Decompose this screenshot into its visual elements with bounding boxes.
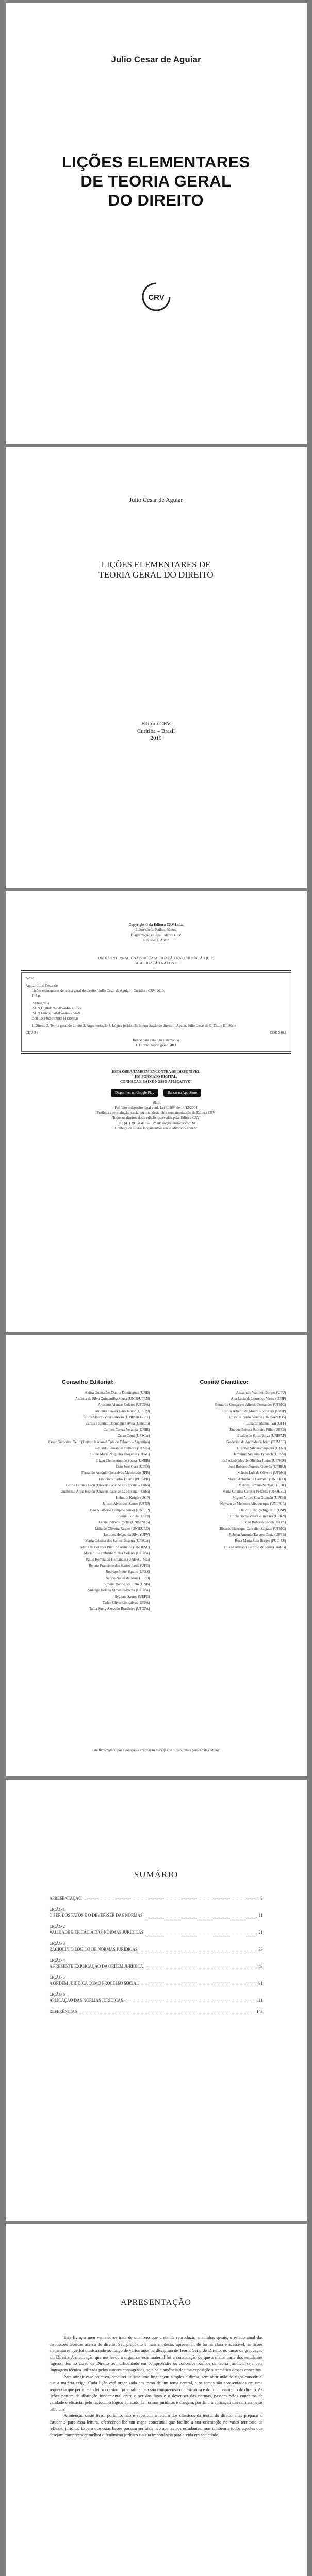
council-member: Tania Suely Azevedo Brasileiro (UFOPA) <box>89 1607 150 1611</box>
toc-chapter-label: LIÇÃO 4 <box>49 1958 65 1963</box>
cover-title-line: DE TEORIA GERAL <box>80 172 232 190</box>
cip-author: Aguiar, Julio Cesar de <box>25 984 58 988</box>
council-member: Rodrigo Pratte-Santos (UFES) <box>105 1570 150 1574</box>
council-member: Robson Antonio Tavares Costa (UFPB) <box>228 1533 286 1537</box>
council-member: Eduardo Fernandes Barbosa (UFMG) <box>95 1446 150 1450</box>
cip-biblio: Bibliografia <box>31 1001 50 1005</box>
council-member: Cesar Gerónimo Tello (Univer. Nacional Três de Febrero – Argentina) <box>48 1440 150 1444</box>
divider <box>21 1053 291 1054</box>
title-line: TEORIA GERAL DO DIREITO <box>98 570 214 580</box>
council-member: Frederico de Andrade Gabrich (FUMEC) <box>226 1440 286 1444</box>
publication-year: 2019 <box>150 735 162 741</box>
council-member: Sérgio Nunes de Jesus (IFRO) <box>106 1576 150 1580</box>
toc-entry[interactable] <box>50 1895 263 1901</box>
toc-chapter-label: LIÇÃO 5 <box>49 1975 65 1980</box>
layout-line: Diagramação e Capa: Editora CRV <box>130 933 182 937</box>
council-member: Jerônimo Siqueira Tybusch (UFSM) <box>233 1452 286 1456</box>
council-member: Thiago Allisson Cardoso de Jesus (UNDB) <box>223 1545 286 1549</box>
toc-entry-page: 21 <box>258 1930 263 1935</box>
toc-chapter-label: LIÇÃO 2 <box>49 1924 65 1929</box>
presentation-body <box>50 2334 263 2438</box>
digital-notice-line: ESTA OBRA TAMBÉM ENCONTRA-SE DISPONÍVEL <box>112 1070 200 1074</box>
reproduction-notice: Proibida a reprodução parcial ou total desta obra sem autorização da Editora CRV <box>96 1111 216 1115</box>
council-member: Guillermo Arias Beatón (Universidade de La Havana – Cuba) <box>60 1489 150 1494</box>
publisher-logo-text: CRV <box>147 293 165 302</box>
presentation-page <box>6 2224 307 2576</box>
table-of-contents <box>50 1895 263 2020</box>
copyright-block <box>21 922 291 943</box>
scientific-committee-title: Comitê Científico: <box>200 1379 249 1385</box>
publisher-name: Editora CRV <box>141 721 171 727</box>
council-member: Celso Conti (UFSCar) <box>117 1434 150 1438</box>
council-member: Fernando Antônio Gonçalves Alcoforado (IPB) <box>81 1471 150 1475</box>
summary-title-text: SUMÁRIO <box>134 1870 178 1879</box>
council-member: Marco Antonio de Carvalho (UNIFIEO) <box>227 1477 286 1481</box>
toc-entry-page: 143 <box>256 2009 263 2014</box>
cip-card <box>21 972 291 1052</box>
peer-review-note: Este livro passou por avaliação e aprovação às cegas de dois ou mais pareceristas ad hoc. <box>91 1748 221 1752</box>
contact-line: Tel.: (41) 3039-6418 – E-mail: sac@editoracrv.com.br <box>117 1121 195 1125</box>
council-member: Helmuth Krüger (UCP) <box>116 1496 150 1500</box>
council-member: Edson Ricardo Saleme (UNISANTOS) <box>229 1415 286 1419</box>
app-store-badge[interactable]: Baixar na App Store <box>163 1089 201 1097</box>
toc-chapter-label: LIÇÃO 6 <box>49 1992 65 1997</box>
publisher-logo-icon <box>141 281 172 312</box>
toc-entry[interactable] <box>50 1929 263 1935</box>
toc-entry-page: 39 <box>258 1947 263 1952</box>
council-member: Rosa Maria Zaia Borges (PUC-RS) <box>235 1539 286 1543</box>
cip-code: A282 <box>25 976 34 980</box>
toc-chapter-label: LIÇÃO 1 <box>49 1907 65 1912</box>
cover-page <box>6 3 307 444</box>
title-line: LIÇÕES ELEMENTARES DE <box>101 560 211 569</box>
cover-title-line: DO DIREITO <box>108 191 204 209</box>
toc-entry-label: REFERÊNCIAS <box>49 2009 77 2014</box>
council-member: Andréia da Silva Quintanilha Sousa (UNIR/UFRN) <box>75 1397 150 1401</box>
council-member: Antônio Pereira Gaio Júnior (UFRRJ) <box>94 1409 150 1413</box>
summary-title <box>6 1870 307 1880</box>
scientific-committee-list <box>162 1389 286 1550</box>
council-member: Elizeu Clementino de Souza (UNEB) <box>95 1459 150 1463</box>
council-member: Anselmo Alencar Colares (UFOPA) <box>97 1403 150 1407</box>
publisher-city: Curitiba – Brasil <box>137 728 175 734</box>
catalog-heading-line: CATALOGAÇÃO NA FONTE <box>133 961 179 965</box>
council-member: Josania Portela (UFPI) <box>117 1514 150 1518</box>
toc-entry-page: 9 <box>260 1896 263 1901</box>
council-member: Patrícia Borba Vilar Guimarães (UFRN) <box>227 1514 286 1518</box>
council-member: Aldira Guimarães Duarte Domínguez (UNB) <box>85 1391 150 1395</box>
council-member: Jailson Alves dos Santos (UFRJ) <box>102 1502 150 1506</box>
index-heading: Índice para catálogo sistemático <box>133 1038 179 1042</box>
council-member: João Adalberto Campato Junior (UNESP) <box>89 1508 150 1512</box>
paragraph: Para atingir esse objetivo, procurei utilizar uma linguagem simples e direta, sem abrir mão do rigor conceitual que a matéria exige. Cada lição está organizada em torno de um tema central, e os temas são apresentados em uma sequência que permite ao leitor construir gradualmente a sua compreensão da estrutura e do funcionamento do direito. As lições partem da distinção fundamental entre o ser dos fatos e o dever-ser das normas, passam pelos conceitos de validade e eficácia, pelo raciocínio lógico aplicado às normas jurídicas e chegam, por fim, à aplicação das normas pelos tribunais. <box>49 2374 263 2412</box>
catalog-heading <box>21 956 291 966</box>
digital-notice <box>21 1069 291 1131</box>
google-play-badge[interactable]: Disponível no Google Play <box>111 1089 158 1097</box>
title-page-title <box>6 560 307 580</box>
council-member: Alexandre Walmott Borges (UFU) <box>236 1391 286 1395</box>
cover-author: Julio Cesar de Aguiar <box>111 55 201 64</box>
cip-pages: 148 p. <box>31 994 41 998</box>
cip-record <box>21 969 291 1055</box>
council-member: Maria de Lourdes Pinto de Almeida (UNOESC) <box>80 1545 150 1549</box>
summary-page <box>6 1780 307 2221</box>
council-member: Ana Lúcia de Lourenço Vieira (UFJF) <box>231 1397 286 1401</box>
council-member: Eduardo Manuel Val (UFF) <box>246 1421 286 1426</box>
council-member: Otávio Luiz Rodrigues Jr (USP) <box>239 1508 286 1512</box>
toc-entry[interactable] <box>50 1980 263 1986</box>
toc-entry[interactable] <box>50 1997 263 2003</box>
editorial-council-title: Conselho Editorial: <box>62 1379 114 1385</box>
paragraph: A intenção deste livro, portanto, não é substituir a leitura dos clássicos da teoria do direito, mas preparar o estudante para essa leitura, oferecendo-lhe um mapa conceitual que facilite a sua orientação no vasto território da reflexão jurídica. Espero que estas lições possam ser úteis não apenas aos estudantes, mas também a todos aqueles que desejam compreender melhor o fenômeno jurídico e a sua importância para a vida em sociedade. <box>49 2413 263 2437</box>
toc-entry[interactable] <box>50 1963 263 1969</box>
divider <box>21 970 291 971</box>
council-member: Francisco Carlos Duarte (PUC-PR) <box>98 1477 150 1481</box>
council-member: Carlos Alberto de Moura Rodrigues (UNIP) <box>222 1409 286 1413</box>
council-member: Evaldo de Souza Silva (UNIFAP) <box>237 1434 286 1438</box>
council-member: Bernardo Gonçalves Alfredo Fernandes (UFMG) <box>215 1403 286 1407</box>
council-member: Maria Cristina dos Santos Bezerra (UFSCar) <box>85 1539 150 1543</box>
council-member: Simone Rodrigues Pinto (UNB) <box>103 1582 150 1586</box>
council-member: José Alcebíades de Oliveira Junior (UFRGS) <box>221 1459 286 1463</box>
revision-line: Revisão: O Autor <box>143 938 169 942</box>
catalog-heading-line: DADOS INTERNACIONAIS DE CATALOGAÇÃO NA PUBLICAÇÃO (CIP) <box>98 956 214 960</box>
toc-entry-page: 111 <box>257 1998 263 2003</box>
cip-description: Lições elementares de teoria geral do direito / Julio Cesar de Aguiar – Curitiba : CRV, 2019. <box>31 989 165 993</box>
toc-entry-label: A ORDEM JURÍDICA COMO PROCESSO SOCIAL <box>49 1981 139 1986</box>
council-member: Marcus Firmino Santiago (UDF) <box>238 1483 286 1487</box>
cdd: CDD 340.1 <box>270 1031 287 1035</box>
council-member: Leonel Severo Rocha (UNISINOS) <box>98 1520 150 1524</box>
classification-row <box>26 1030 287 1036</box>
councils-columns <box>6 1379 307 1612</box>
council-member: Paulo Roberto Cohen (UFPA) <box>242 1520 286 1524</box>
council-member: Elione Maria Nogueira Diogenes (UFAL) <box>89 1452 150 1456</box>
council-member: Paulo Romualdo Hernandes (UNIFAL-MG) <box>86 1557 150 1562</box>
toc-entry-page: 11 <box>258 1913 263 1918</box>
council-member: José Roberto Ferreira Gouvêa (UFRRJ) <box>228 1465 286 1469</box>
doi: DOI 10.24824/978854443056.8 <box>31 1016 78 1021</box>
presentation-title: APRESENTAÇÃO <box>121 2298 191 2307</box>
website-line: Conheça os nossos lançamentos: www.editoracrv.com.br <box>114 1126 198 1130</box>
cover-title-line: LIÇÕES ELEMENTARES <box>62 153 250 171</box>
editorial-council-list <box>26 1389 150 1612</box>
councils-page <box>6 1335 307 1776</box>
toc-entry[interactable] <box>50 2009 263 2014</box>
toc-entry-label: APRESENTAÇÃO <box>49 1896 81 1901</box>
index-entry: 1. Direito: teoria geral 340.1 <box>135 1043 177 1047</box>
toc-entry-label: APLICAÇÃO DAS NORMAS JURÍDICAS <box>49 1998 123 2003</box>
council-member: Ricardo Henrique Carvalho Salgado (UFMG) <box>220 1527 286 1531</box>
toc-entry-page: 91 <box>258 1981 263 1986</box>
store-badges <box>21 1089 291 1097</box>
title-page-imprint <box>6 720 307 742</box>
editor-line: Editor-chefe: Railson Moura <box>135 928 177 932</box>
council-member: Gloria Fariñas León (Universidade de La Havana – Cuba) <box>66 1483 150 1487</box>
digital-notice-line: CONHEÇA E BAIXE NOSSO APLICATIVO! <box>120 1080 192 1084</box>
cover-title <box>6 152 307 210</box>
council-member: Tadeu Oliver Gonçalves (UFPA) <box>102 1601 150 1605</box>
paragraph: Este livro, a meu ver, não se trata de um livro que pretenda reproduzir, em linhas gerais, o estado atual das discussões teóricas acerca do direito. Seu propósito é mais modesto: apresentar, de forma clara e acessível, as lições elementares que fui ministrando ao longo de vários anos na disciplina de Teoria Geral do Direito, no curso de graduação em Direito. A motivação que me levou a organizar este material foi a constatação de que a maior parte dos estudantes ingressantes no curso de Direito tem dificuldade em compreender os conceitos básicos da teoria jurídica, seja pela linguagem técnica utilizada pelos autores consagrados, seja pela ausência de uma exposição sistemática desses conceitos. <box>49 2335 263 2372</box>
title-page-author: Julio Cesar de Aguiar <box>129 496 183 503</box>
toc-entry-label: A PRESENTE EXPLICAÇÃO DA ORDEM JURÍDICA <box>49 1964 143 1969</box>
council-member: Lídia de Oliveira Xavier (UNIEURO) <box>94 1527 150 1531</box>
cdu: CDU 34 <box>25 1031 38 1035</box>
council-member: Gustavo Silveira Siqueira (UERJ) <box>237 1446 286 1450</box>
council-member: Élsio José Corá (UFFS) <box>115 1465 150 1469</box>
digital-notice-line: EM FORMATO DIGITAL. <box>135 1075 177 1079</box>
title-page <box>6 447 307 888</box>
council-member: Maria Lília Imbiriba Sousa Colares (UFOPA) <box>84 1551 150 1555</box>
editorial-council <box>26 1379 150 1612</box>
toc-chapter-label: LIÇÃO 3 <box>49 1941 65 1946</box>
toc-entry-page: 69 <box>258 1964 263 1969</box>
council-member: Miguel Arturo Cha Guzmán (UPCH) <box>232 1496 286 1500</box>
toc-entry-label: RACIOCÍNIO LÓGICO DE NORMAS JURÍDICAS <box>49 1947 138 1952</box>
toc-entry-label: O SER DOS FATOS E O DEVER-SER DAS NORMAS <box>49 1913 143 1918</box>
council-member: Solange Helena Ximenes-Rocha (UFOPA) <box>88 1588 150 1592</box>
council-member: Carlos Alberto Vilar Estêvão (UMINHO – PT) <box>82 1415 150 1419</box>
toc-entry-label: VALIDADE E EFICÁCIA DAS NORMAS JURÍDICAS <box>49 1930 144 1935</box>
toc-entry[interactable] <box>50 1946 263 1952</box>
council-member: Renato Francisco dos Santos Paula (UFG) <box>89 1564 150 1568</box>
cip-subjects: 1. Direito 2. Teoria geral do direito 3. Argumentação 4. Lógica jurídica 5. Interpretação do direito I. Aguiar, Julio Cesar de II. Título III. Série <box>31 1024 236 1028</box>
isbn-digital: ISBN Digital: 978-85-444-3057-5 <box>31 1006 81 1010</box>
council-member: Maria Cristina Cereser Pezzella (UNOESC) <box>222 1489 286 1494</box>
council-member: Carlos Federico Dominguez Avila (Unieuro) <box>85 1421 150 1426</box>
isbn-physical: ISBN Físico: 978-85-444-3056-8 <box>31 1011 80 1015</box>
copyright-page <box>6 891 307 1332</box>
print-year: 2019 <box>152 1100 160 1105</box>
legal-deposit: Foi feito o depósito legal conf. Lei 10.994 de 14/12/2004 <box>114 1106 198 1110</box>
council-member: Enoque Feitosa Sobreira Filho (UFPB) <box>229 1428 286 1432</box>
scientific-committee <box>162 1379 286 1612</box>
council-member: Márcio Luís de Oliveira (UFMG) <box>237 1471 286 1475</box>
council-member: Carmen Tereza Velanga (UNIR) <box>103 1428 150 1432</box>
council-member: Newton de Menezes Albuquerque (UNIFOR) <box>220 1502 286 1506</box>
toc-entry[interactable] <box>50 1912 263 1918</box>
council-member: Lourdes Helena da Silva (UFV) <box>104 1533 150 1537</box>
rights-notice: Todos os direitos desta edição reservados pela: Editora CRV <box>112 1116 200 1120</box>
copyright-line: Copyright © da Editora CRV Ltda. <box>128 923 184 927</box>
council-member: Sydione Santos (UEPG) <box>114 1595 150 1599</box>
